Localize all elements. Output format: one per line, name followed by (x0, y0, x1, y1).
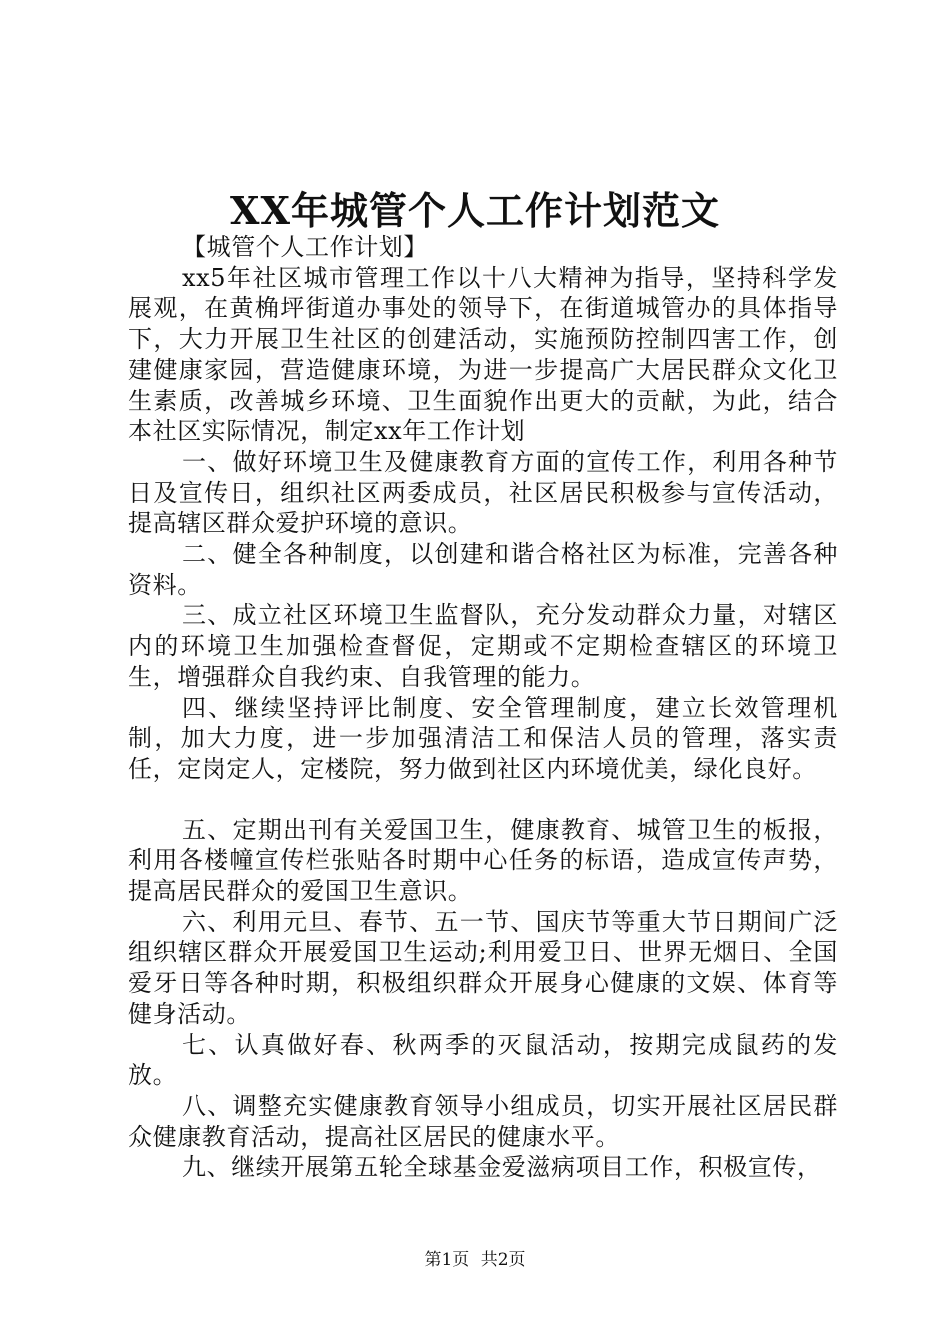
item-5-paragraph: 五、定期出刊有关爱国卫生，健康教育、城管卫生的板报，利用各楼幢宣传栏张贴各时期中心任务的标语，造成宣传声势，提高居民群众的爱国卫生意识。 (128, 815, 838, 906)
item-1-paragraph: 一、做好环境卫生及健康教育方面的宣传工作，利用各种节日及宣传日，组织社区两委成员，社区居民积极参与宣传活动，提高辖区群众爱护环境的意识。 (128, 447, 838, 538)
page-footer (0, 1245, 950, 1270)
document-title: XX年城管个人工作计划范文 (230, 188, 720, 233)
page-total: 共2页 (480, 1250, 526, 1270)
item-8-paragraph: 八、调整充实健康教育领导小组成员，切实开展社区居民群众健康教育活动，提高社区居民的健康水平。 (128, 1091, 838, 1151)
intro-paragraph: xx5年社区城市管理工作以十八大精神为指导，坚持科学发展观，在黄桷坪街道办事处的领导下，在街道城管办的具体指导下，大力开展卫生社区的创建活动，实施预防控制四害工作，创建健康家园，营造健康环境，为进一步提高广大居民群众文化卫生素质，改善城乡环境、卫生面貌作出更大的贡献，为此，结合本社区实际情况，制定xx年工作计划 (128, 263, 838, 446)
item-9-paragraph: 九、继续开展第五轮全球基金爱滋病项目工作，积极宣传， (182, 1153, 822, 1182)
page-number: 第1页 (424, 1250, 470, 1270)
section-heading: 【城管个人工作计划】 (182, 233, 428, 261)
item-6-paragraph: 六、利用元旦、春节、五一节、国庆节等重大节日期间广泛组织辖区群众开展爱国卫生运动;利用爱卫日、世界无烟日、全国爱牙日等各种时期，积极组织群众开展身心健康的文娱、体育等健身活动。 (128, 907, 838, 1028)
item-7-paragraph: 七、认真做好春、秋两季的灭鼠活动，按期完成鼠药的发放。 (128, 1030, 838, 1090)
item-4-paragraph: 四、继续坚持评比制度、安全管理制度，建立长效管理机制，加大力度，进一步加强清洁工和保洁人员的管理，落实责任，定岗定人，定楼院，努力做到社区内环境优美，绿化良好。 (128, 693, 838, 783)
item-2-paragraph: 二、健全各种制度，以创建和谐合格社区为标准，完善各种资料。 (128, 540, 838, 599)
item-3-paragraph: 三、成立社区环境卫生监督队，充分发动群众力量，对辖区内的环境卫生加强检查督促，定期或不定期检查辖区的环境卫生，增强群众自我约束、自我管理的能力。 (128, 601, 838, 691)
document-body (128, 232, 838, 1183)
